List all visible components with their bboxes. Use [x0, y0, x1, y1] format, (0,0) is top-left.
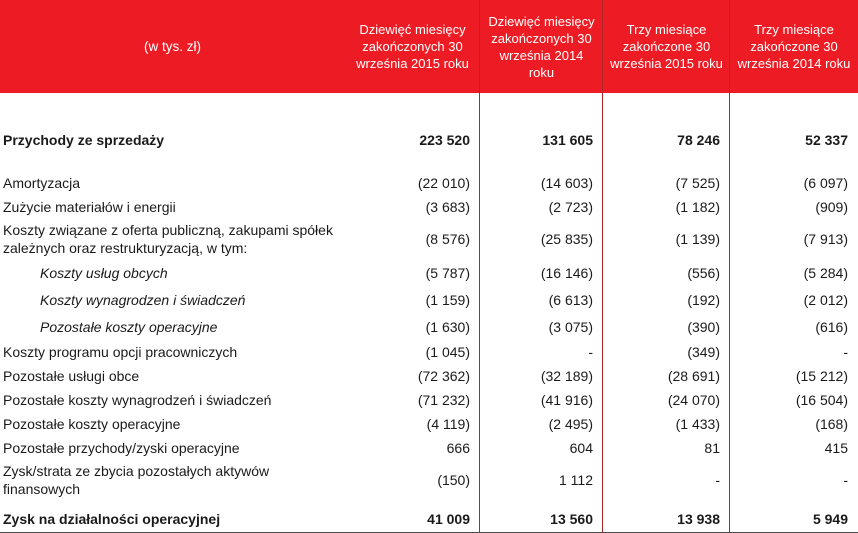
row-value: (16 504) [795, 392, 848, 408]
row-value: (349) [687, 344, 720, 360]
row-value: (72 362) [417, 368, 470, 384]
column-header-3m-2014: Trzy miesiące zakończone 30 września 2014 roku [737, 22, 851, 71]
column-header-3m-2015: Trzy miesiące zakończone 30 września 2015 roku [610, 22, 723, 71]
row-value: (15 212) [795, 368, 848, 384]
row-value: (7 913) [803, 231, 848, 247]
row-value: (4 119) [426, 416, 470, 432]
row-value: (3 683) [425, 199, 470, 215]
row-value: (909) [815, 199, 848, 215]
row-value: (6 097) [803, 175, 848, 191]
row-label: Koszty usług obcych [40, 264, 168, 281]
row-value: (5 284) [803, 264, 848, 281]
row-value: (1 159) [425, 291, 470, 308]
row-value: (2 723) [548, 199, 593, 215]
row-value: (24 070) [667, 392, 720, 408]
row-value: (25 835) [540, 231, 593, 247]
row-value: 41 009 [427, 511, 470, 527]
row-value: (2 012) [803, 291, 848, 308]
row-value: (150) [437, 472, 470, 488]
row-label: Pozostałe koszty operacyjne [3, 416, 181, 432]
row-label: Amortyzacja [3, 175, 81, 191]
row-label: Koszty wynagrodzen i świadczeń [40, 291, 246, 308]
row-label: Zysk/strata ze zbycia pozostałych aktywów finansowych [3, 463, 270, 497]
row-value: - [715, 472, 720, 488]
column-header-9m-2014: Dziewięć miesięcy zakończonych 30 września 2014 roku [488, 13, 595, 80]
row-value: 78 246 [677, 132, 720, 148]
row-value: 415 [824, 440, 848, 456]
row-value: 1 112 [559, 472, 593, 488]
column-separator [729, 0, 730, 533]
row-value: - [843, 472, 848, 488]
row-value: (1 433) [675, 416, 720, 432]
row-label: Koszty związane z oferta publiczną, zakupami spółek zależnych oraz restrukturyzacją, w tym: [3, 222, 333, 256]
row-value: (5 787) [425, 264, 470, 281]
row-value: 604 [569, 440, 593, 456]
row-value: 223 520 [419, 132, 470, 148]
column-separator [479, 0, 480, 533]
unit-label: (w tys. zł) [144, 39, 201, 54]
row-value: (6 613) [548, 291, 593, 308]
row-value: (28 691) [667, 368, 720, 384]
row-value: (192) [687, 291, 720, 308]
row-value: (556) [687, 264, 720, 281]
row-value: 81 [704, 440, 720, 456]
row-value: (16 146) [540, 264, 593, 281]
row-value: (390) [687, 318, 720, 335]
row-value: (22 010) [417, 175, 470, 191]
row-value: (2 495) [548, 416, 593, 432]
row-value: (616) [815, 318, 848, 335]
row-value: 13 560 [550, 511, 593, 527]
row-label: Pozostałe usługi obce [3, 368, 140, 384]
row-label: Pozostałe przychody/zyski operacyjne [3, 440, 240, 456]
row-value: - [843, 344, 848, 360]
row-value: (32 189) [540, 368, 593, 384]
row-label: Pozostałe koszty wynagrodzeń i świadczeń [3, 392, 272, 408]
row-value: (168) [815, 416, 848, 432]
row-label: Zużycie materiałów i energii [3, 199, 176, 215]
row-value: (1 630) [425, 318, 470, 335]
column-header-9m-2015: Dziewięć miesięcy zakończonych 30 września 2015 roku [356, 22, 469, 71]
row-value: (1 182) [675, 199, 720, 215]
row-value: 52 337 [805, 132, 848, 148]
row-value: (71 232) [417, 392, 470, 408]
row-value: (41 916) [540, 392, 593, 408]
row-label: Zysk na działalności operacyjnej [3, 511, 221, 527]
row-label: Koszty programu opcji pracowniczych [3, 344, 238, 360]
row-label: Pozostałe koszty operacyjne [40, 318, 218, 335]
row-value: (3 075) [548, 318, 593, 335]
row-value: 131 605 [542, 132, 593, 148]
column-separator [602, 0, 603, 533]
row-value: (14 603) [540, 175, 593, 191]
row-value: (8 576) [425, 231, 470, 247]
row-value: - [588, 344, 593, 360]
row-label: Przychody ze sprzedaży [3, 132, 165, 148]
row-value: 13 938 [677, 511, 720, 527]
row-value: (7 525) [675, 175, 720, 191]
row-value: 666 [446, 440, 470, 456]
row-value: (1 045) [425, 344, 470, 360]
row-value: (1 139) [675, 231, 720, 247]
row-value: 5 949 [812, 511, 848, 527]
